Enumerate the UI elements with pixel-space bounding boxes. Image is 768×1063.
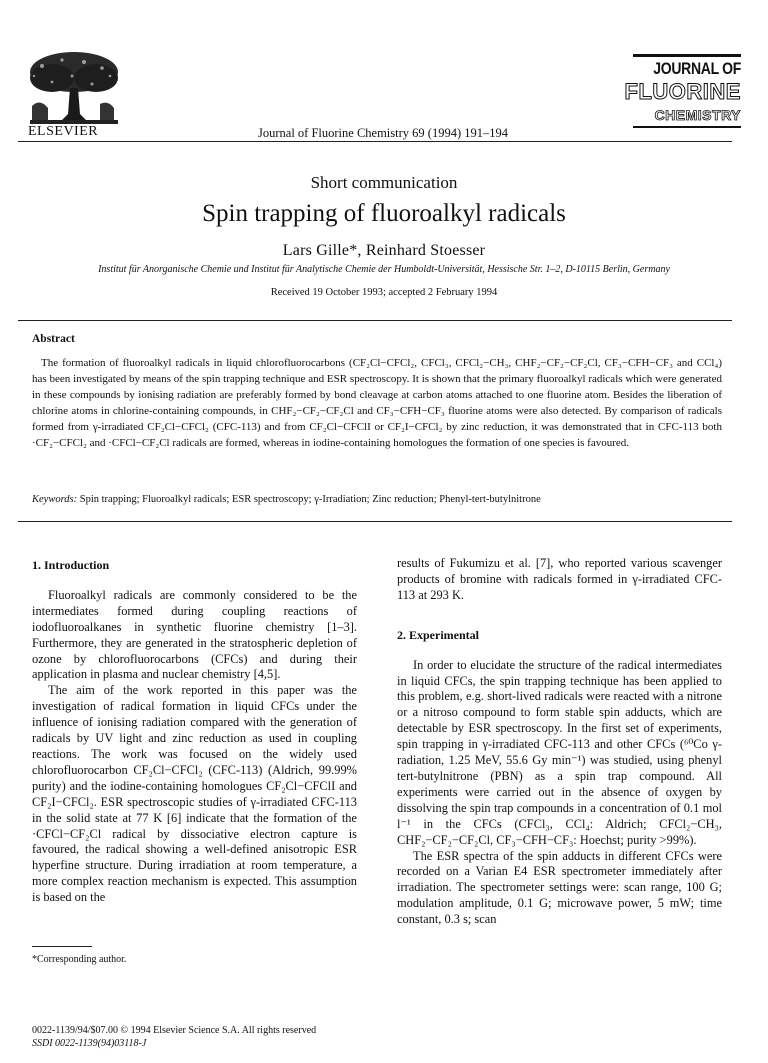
article-type: Short communication xyxy=(310,173,458,192)
introduction-heading: 1. Introduction xyxy=(32,558,110,572)
elsevier-tree-logo xyxy=(22,48,124,126)
experimental-heading: 2. Experimental xyxy=(397,627,479,642)
keywords-line xyxy=(32,494,722,505)
header-rule xyxy=(18,141,732,142)
journal-logo-line1: JOURNAL OF xyxy=(653,58,741,78)
article-title: Spin trapping of fluoroalkyl radicals xyxy=(202,200,566,227)
left-column xyxy=(32,558,357,906)
intro-paragraph-2: The aim of the work reported in this paper was the investigation of radical formation in liquid CFCs under the influence of ionising radiation compared with the generation of radicals by UV light and zinc reduction as used in coupling reactions. The work was focused on the widely used chlorofluorocarbon CF₂Cl−CFCl₂ (CFC-113) (Aldrich, 99.99% purity) and the iodine-containing homologues CF₂Cl−CFClI and CF₂I−CFCl₂. ESR spectroscopic studies of γ-irradiated CFC-113 in the solid state at 77 K [6] indicate that the formation of the ·CFCl−CF₂Cl radical by dissociative electron capture is favoured, the radical showing a well-defined anisotropic ESR hyperfine structure. During irradiation at room temperature, a more complex reaction mechanism is expected. This assumption is based on the xyxy=(32,683,357,905)
ssdi-line: SSDI 0022-1139(94)03118-J xyxy=(32,1038,147,1049)
abstract-bottom-rule xyxy=(18,521,732,522)
abstract-text: The formation of fluoroalkyl radicals in liquid chlorofluorocarbons (CF₂Cl−CFCl₂, CFCl₃, CFCl₂−CH₃, CHF₂−CF₂−CF₂Cl, CF₃−CFH−CF₃ and CCl₄) has been investigated by means of the spin trapping technique and ESR spectroscopy. It is shown that the primary fluoroalkyl radicals which were generated in these compounds by ionising radiation are preferably formed by bond cleavage at carbon atoms attached to one fluorine atom. Besides the liberation of chlorine atoms in chlorine-containing compounds, in CHF₂−CF₂−CF₂Cl and CF₃−CFH−CF₃ fluorine atoms were also detected. By comparison of radicals formed from γ-irradiated CF₂Cl−CFCl₂ (CFC-113) and from CF₂Cl−CFClI or CF₂I−CFCl₂ by zinc reduction, it was demonstrated that in CFC-113 both ·CF₂−CFCl₂ and ·CFCl−CF₂Cl radicals are formed, whereas in iodine-containing homologues the formation of one species is favoured. xyxy=(32,357,722,449)
publisher-name: ELSEVIER xyxy=(28,124,99,139)
journal-logo-line3: CHEMISTRY xyxy=(654,107,741,123)
journal-logo xyxy=(593,54,741,134)
copyright-line: 0022-1139/94/$07.00 © 1994 Elsevier Science S.A. All rights reserved xyxy=(32,1025,317,1036)
article-authors: Lars Gille*, Reinhard Stoesser xyxy=(282,242,486,259)
journal-logo-line2: FLUORINE xyxy=(624,79,741,104)
intro-paragraph-continued: results of Fukumizu et al. [7], who reported various scavenger products of bromine with radicals formed in γ-irradiated CFC-113 at 293 K. xyxy=(397,556,722,602)
abstract-top-rule xyxy=(18,320,732,321)
experimental-paragraph-2: The ESR spectra of the spin adducts in different CFCs were recorded on a Varian E4 ESR spectrometer immediately after irradiation. The spectrometer settings were: scan range, 100 G; modulation amplitude, 0.1 G; microwave power, 5 mW; time constant, 0.3 s; scan xyxy=(397,848,722,927)
footnote-rule xyxy=(32,946,92,947)
intro-paragraph-1: Fluoroalkyl radicals are commonly considered to be the intermediates formed during coupling reactions of iodofluoroalkanes in synthetic fluorine chemistry [1–3]. Furthermore, they are generated in the stratospheric depletion of ozone by chlorofluorocarbons (CFCs) and during their application in plasma and nuclear chemistry [4,5]. xyxy=(32,587,357,682)
abstract-heading: Abstract xyxy=(32,333,75,345)
keywords-label: Keywords: xyxy=(32,494,78,505)
article-affiliation: Institut für Anorganische Chemie und Institut für Analytische Chemie der Humboldt-Universität, Hessische Str. 1–2, D-10115 Berlin, Germany xyxy=(98,264,670,275)
journal-citation: Journal of Fluorine Chemistry 69 (1994) 191–194 xyxy=(258,126,508,140)
footnote-corresponding-author: *Corresponding author. xyxy=(32,954,127,965)
received-dates: Received 19 October 1993; accepted 2 February 1994 xyxy=(270,287,498,298)
keywords-list: Spin trapping; Fluoroalkyl radicals; ESR spectroscopy; γ-Irradiation; Zinc reduction; Phenyl-tert-butylnitrone xyxy=(79,494,541,505)
right-column xyxy=(397,556,722,928)
experimental-paragraph-1: In order to elucidate the structure of the radical intermediates in liquid CFCs, the spin trapping technique has been applied to this problem, e.g. short-lived radicals were reacted with a nitrone or a nitroso compound to form stable spin adducts, which are detectable by ESR spectroscopy. In the first set of experiments, spin trapping in γ-irradiated CFC-113 and other CFCs (⁶⁰Co γ-radiation, 1.25 MeV, 55.6 Gy min⁻¹) was studied, using phenyl tert-butylnitrone (PBN) as a spin trap compound. All experiments were carried out in the absence of oxygen by dissolving the spin trap compounds in a concentration of 0.1 mol l⁻¹ in the CFCs (CFCl₃, CCl₄: Aldrich; CFCl₂−CH₃, CHF₂−CF₂−CF₂Cl, CF₃−CFH−CF₃: Hoechst; purity >99%). xyxy=(397,657,722,847)
